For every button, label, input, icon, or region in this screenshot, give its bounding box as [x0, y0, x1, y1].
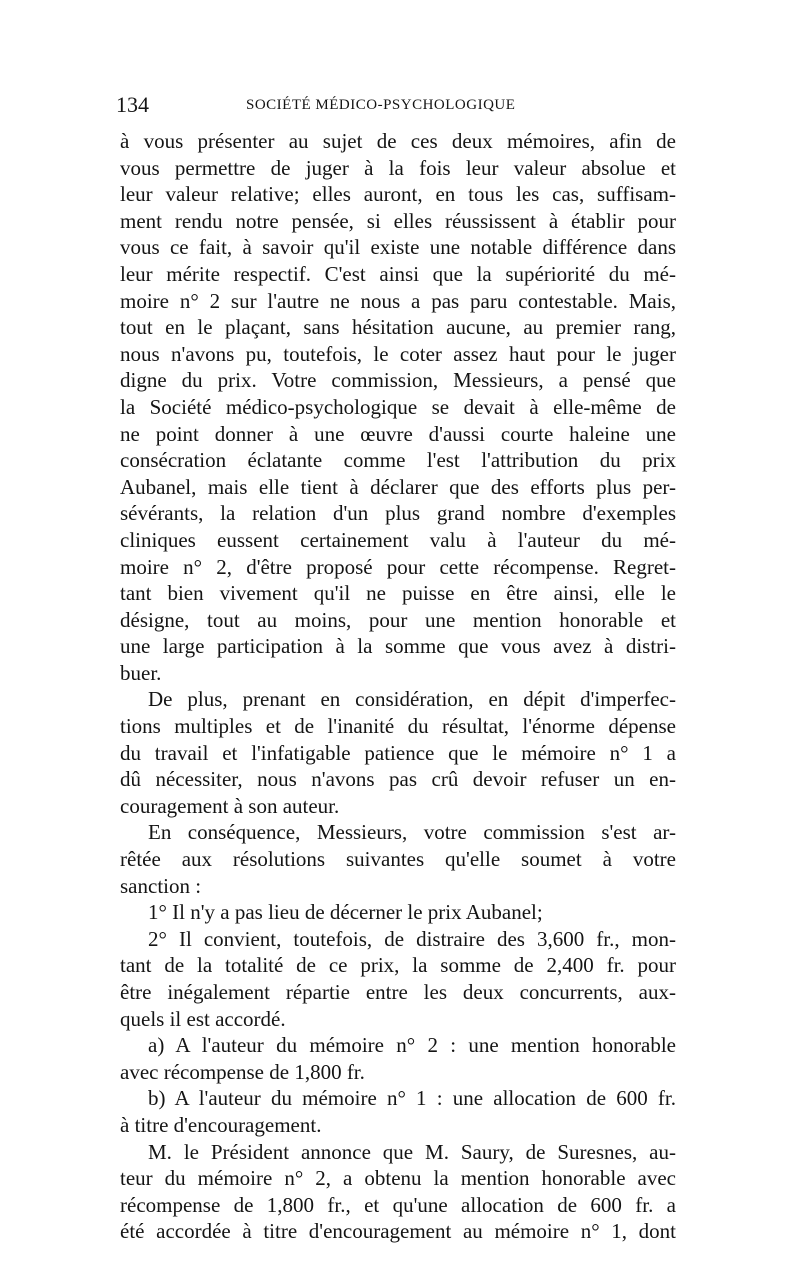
text-line: cliniques eussent certainement valu à l'auteur du mé- [120, 527, 676, 552]
page-number: 134 [116, 92, 149, 117]
text-line: une large participation à la somme que vous avez à distri- [120, 634, 676, 659]
text-line: quels il est accordé. [120, 1006, 286, 1031]
text-line: du travail et l'infatigable patience que le mémoire n° 1 a [120, 740, 676, 765]
text-line: M. le Président annonce que M. Saury, de Suresnes, au- [148, 1139, 676, 1164]
text-line: à vous présenter au sujet de ces deux mémoires, afin de [120, 129, 676, 153]
text-line: ne point donner à une œuvre d'aussi courte haleine une [120, 421, 676, 446]
text-line: teur du mémoire n° 2, a obtenu la mention honorable avec [120, 1166, 676, 1191]
text-line: tions multiples et de l'inanité du résultat, l'énorme dépense [120, 714, 676, 739]
text-line: 1° Il n'y a pas lieu de décerner le prix Aubanel; [148, 900, 543, 925]
text-line: De plus, prenant en considération, en dépit d'imperfec- [148, 687, 676, 712]
text-line: moire n° 2, d'être proposé pour cette récompense. Regret- [120, 554, 676, 579]
text-line: leur mérite respectif. C'est ainsi que la supériorité du mé- [120, 261, 676, 286]
text-line: dû nécessiter, nous n'avons pas crû devoir refuser un en- [120, 767, 676, 792]
text-line: été accordée à titre d'encouragement au mémoire n° 1, dont [120, 1219, 676, 1244]
text-line: rêtée aux résolutions suivantes qu'elle soumet à votre [120, 847, 676, 872]
text-line: leur valeur relative; elles auront, en tous les cas, suffisam- [120, 182, 676, 207]
text-line: consécration éclatante comme l'est l'attribution du prix [120, 448, 676, 473]
text-line: 2° Il convient, toutefois, de distraire des 3,600 fr., mon- [148, 926, 676, 951]
text-line: nous n'avons pu, toutefois, le coter assez haut pour le juger [120, 341, 676, 366]
text-line: vous permettre de juger à la fois leur valeur absolue et [120, 155, 676, 180]
text-line: tant de la totalité de ce prix, la somme de 2,400 fr. pour [120, 953, 676, 978]
running-head [116, 92, 680, 118]
text-line: moire n° 2 sur l'autre ne nous a pas paru contestable. Mais, [120, 288, 676, 313]
text-line: récompense de 1,800 fr., et qu'une allocation de 600 fr. a [120, 1192, 676, 1217]
text-line: Aubanel, mais elle tient à déclarer que des efforts plus per- [120, 474, 676, 499]
text-line: digne du prix. Votre commission, Messieurs, a pensé que [120, 368, 676, 393]
text-line: désigne, tout au moins, pour une mention honorable et [120, 607, 676, 632]
text-line: à titre d'encouragement. [120, 1112, 322, 1137]
text-line: la Société médico-psychologique se devait à elle-même de [120, 394, 676, 419]
text-line: avec récompense de 1,800 fr. [120, 1059, 365, 1084]
text-line: a) A l'auteur du mémoire n° 2 : une mention honorable [148, 1033, 676, 1058]
text-line: b) A l'auteur du mémoire n° 1 : une allocation de 600 fr. [148, 1086, 676, 1111]
text-line: vous ce fait, à savoir qu'il existe une notable différence dans [120, 235, 676, 260]
text-line: tant bien vivement qu'il ne puisse en être ainsi, elle le [120, 581, 676, 606]
text-line: tout en le plaçant, sans hésitation aucune, au premier rang, [120, 315, 676, 340]
running-title: SOCIÉTÉ MÉDICO-PSYCHOLOGIQUE [246, 97, 516, 113]
text-line: sévérants, la relation d'un plus grand nombre d'exemples [120, 501, 676, 526]
text-line: être inégalement répartie entre les deux concurrents, aux- [120, 980, 676, 1004]
text-line: buer. [120, 660, 162, 685]
text-line: ment rendu notre pensée, si elles réussissent à établir pour [120, 208, 676, 233]
text-line: En conséquence, Messieurs, votre commission s'est ar- [148, 820, 676, 845]
body-text [120, 128, 676, 1245]
text-line: couragement à son auteur. [120, 793, 340, 818]
text-line: sanction : [120, 873, 202, 898]
